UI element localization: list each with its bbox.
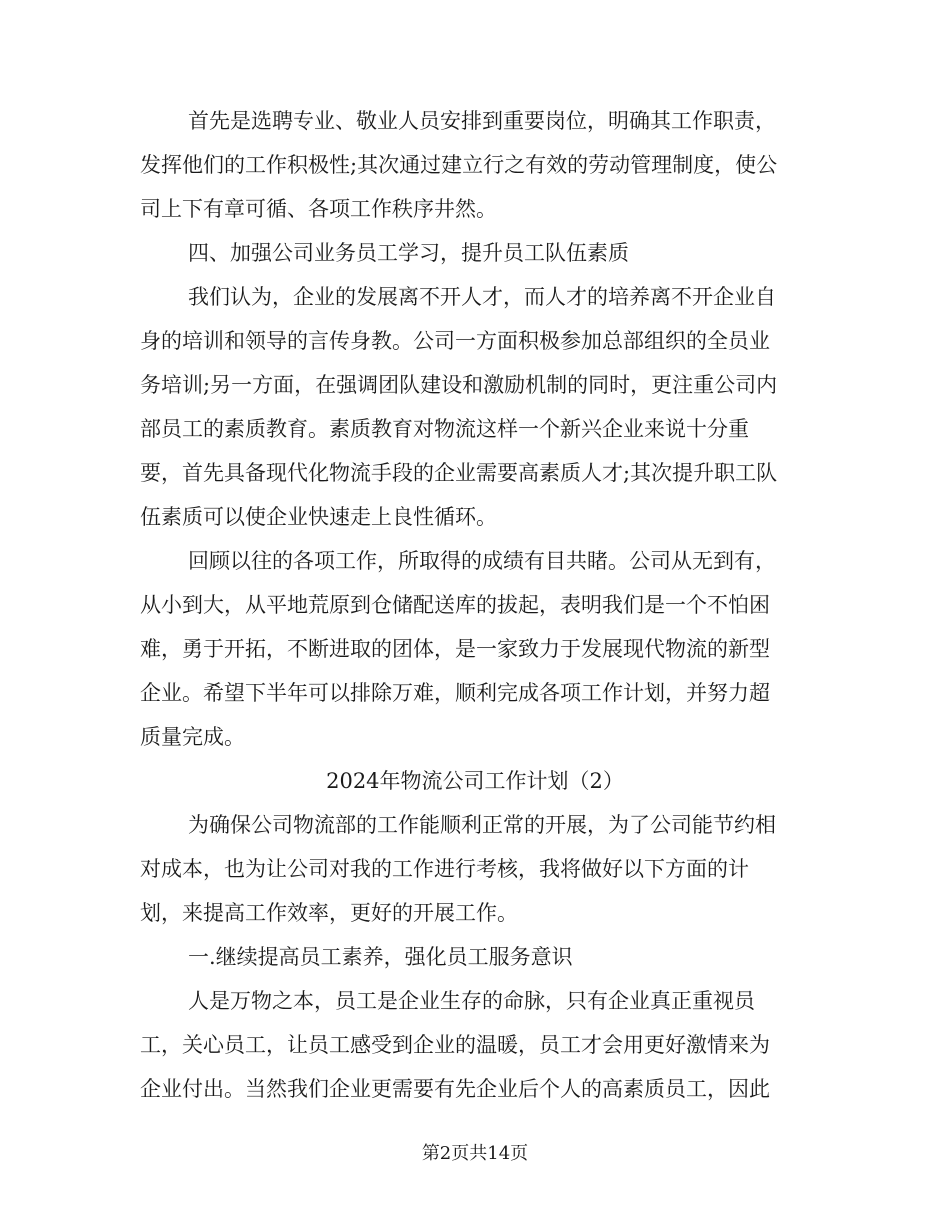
paragraph-line: 质量完成。: [140, 725, 245, 749]
paragraph-line: 回顾以往的各项工作，所取得的成绩有目共睹。公司从无到有，: [188, 549, 776, 573]
paragraph-line: 我们认为，企业的发展离不开人才，而人才的培养离不开企业自: [188, 285, 776, 309]
paragraph-line: 企业。希望下半年可以排除万难，顺利完成各项工作计划，并努力超: [140, 681, 770, 705]
section-heading: 一.继续提高员工素养，强化员工服务意识: [188, 945, 573, 969]
paragraph-line: 对成本，也为让公司对我的工作进行考核，我将做好以下方面的计: [140, 857, 749, 881]
paragraph-line: 身的培训和领导的言传身教。公司一方面积极参加总部组织的全员业: [140, 329, 770, 353]
paragraph-line: 要，首先具备现代化物流手段的企业需要高素质人才;其次提升职工队: [140, 461, 778, 485]
paragraph-line: 伍素质可以使企业快速走上良性循环。: [140, 505, 497, 529]
paragraph-line: 首先是选聘专业、敬业人员安排到重要岗位，明确其工作职责，: [188, 109, 776, 133]
page-number: 第2页共14页: [421, 1143, 529, 1164]
paragraph-line: 务培训;另一方面，在强调团队建设和激励机制的同时，更注重公司内: [140, 373, 778, 397]
paragraph-line: 工，关心员工，让员工感受到企业的温暖，员工才会用更好激情来为: [140, 1033, 770, 1057]
paragraph-line: 部员工的素质教育。素质教育对物流这样一个新兴企业来说十分重: [140, 417, 749, 441]
paragraph-line: 司上下有章可循、各项工作秩序井然。: [140, 197, 497, 221]
paragraph-line: 企业付出。当然我们企业更需要有先企业后个人的高素质员工，因此: [140, 1077, 770, 1101]
paragraph-line: 从小到大，从平地荒原到仓储配送库的拔起，表明我们是一个不怕困: [140, 593, 770, 617]
document-title: 2024年物流公司工作计划（2）: [326, 769, 624, 793]
section-heading: 四、加强公司业务员工学习，提升员工队伍素质: [188, 241, 629, 265]
paragraph-line: 为确保公司物流部的工作能顺利正常的开展，为了公司能节约相: [188, 813, 776, 837]
paragraph-line: 发挥他们的工作积极性;其次通过建立行之有效的劳动管理制度，使公: [140, 153, 778, 177]
paragraph-line: 划，来提高工作效率，更好的开展工作。: [140, 901, 518, 925]
paragraph-line: 难，勇于开拓，不断进取的团体，是一家致力于发展现代物流的新型: [140, 637, 770, 661]
paragraph-line: 人是万物之本，员工是企业生存的命脉，只有企业真正重视员: [188, 989, 755, 1013]
